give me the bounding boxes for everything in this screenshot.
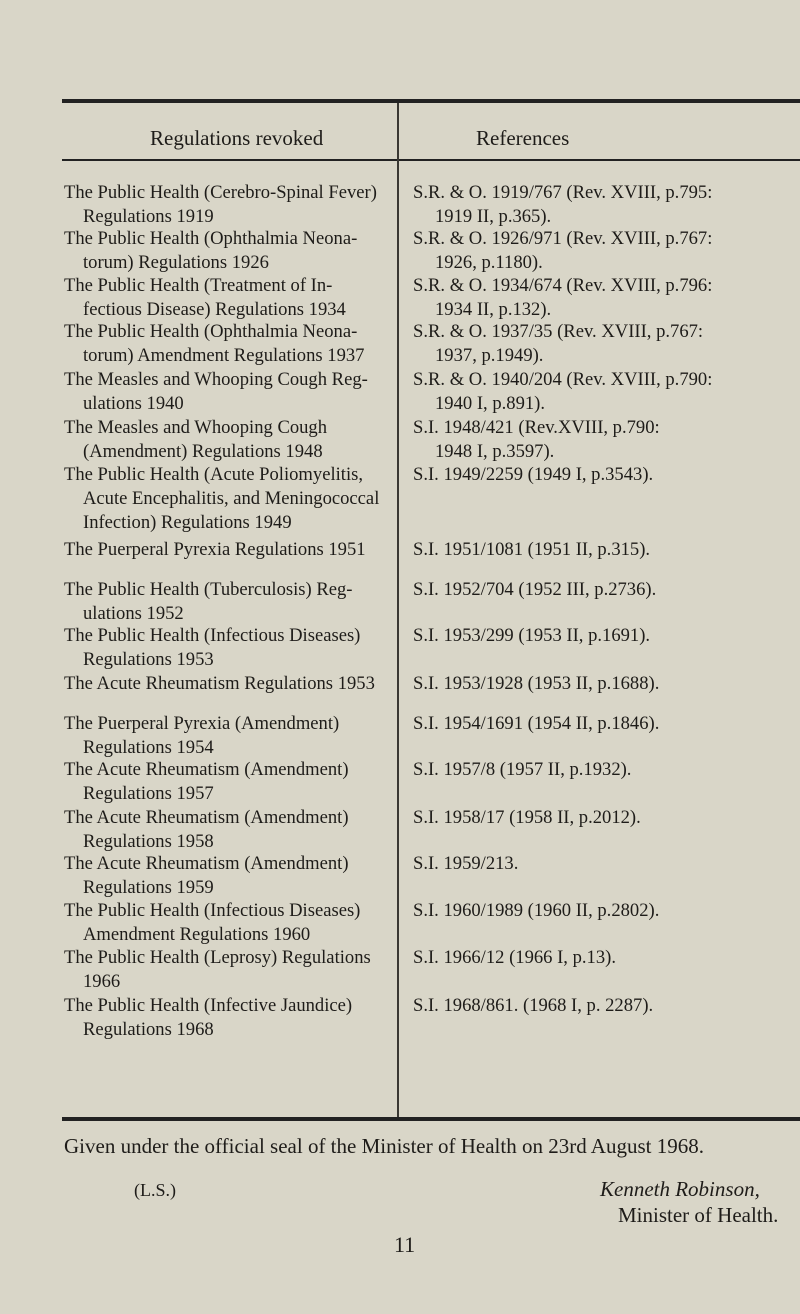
reference-citation bbox=[413, 538, 800, 562]
regulation-title bbox=[64, 463, 382, 535]
reference-line: 1919 II, p.365). bbox=[435, 206, 552, 227]
bottom-rule bbox=[62, 1117, 800, 1121]
regulation-title-line: Acute Encephalitis, and Meningococcal bbox=[83, 488, 380, 509]
regulation-title-line: The Public Health (Cerebro-Spinal Fever) bbox=[64, 182, 377, 203]
column-divider bbox=[397, 103, 399, 1117]
regulation-title bbox=[64, 368, 382, 416]
regulation-title bbox=[64, 624, 382, 672]
regulation-title bbox=[64, 227, 382, 275]
regulation-title bbox=[64, 946, 382, 994]
reference-citation bbox=[413, 994, 800, 1018]
reference-line: S.I. 1949/2259 (1949 I, p.3543). bbox=[413, 464, 654, 485]
regulation-title-line: fectious Disease) Regulations 1934 bbox=[83, 299, 346, 320]
reference-line: S.I. 1958/17 (1958 II, p.2012). bbox=[413, 807, 641, 828]
reference-citation bbox=[413, 274, 800, 322]
regulation-title-line: torum) Regulations 1926 bbox=[83, 252, 269, 273]
reference-citation bbox=[413, 899, 800, 923]
regulation-title-line: The Puerperal Pyrexia Regulations 1951 bbox=[64, 539, 366, 560]
regulation-title bbox=[64, 416, 382, 464]
reference-line: S.I. 1953/299 (1953 II, p.1691). bbox=[413, 625, 651, 646]
regulation-title-line: The Public Health (Infective Jaundice) bbox=[64, 995, 353, 1016]
regulation-title bbox=[64, 994, 382, 1042]
regulation-title-line: Regulations 1953 bbox=[83, 649, 214, 670]
reference-citation bbox=[413, 624, 800, 648]
reference-line: 1940 I, p.891). bbox=[435, 393, 546, 414]
regulation-title-line: Regulations 1954 bbox=[83, 737, 214, 758]
reference-citation bbox=[413, 416, 800, 464]
reference-citation bbox=[413, 946, 800, 970]
seal-mark: (L.S.) bbox=[134, 1180, 176, 1200]
header-regulations-revoked: Regulations revoked bbox=[150, 126, 324, 150]
reference-line: S.R. & O. 1937/35 (Rev. XVIII, p.767: bbox=[413, 321, 704, 342]
regulation-title-line: The Acute Rheumatism (Amendment) bbox=[64, 807, 349, 828]
reference-line: S.R. & O. 1919/767 (Rev. XVIII, p.795: bbox=[413, 182, 713, 203]
regulation-title bbox=[64, 578, 382, 626]
regulation-title-line: The Public Health (Treatment of In- bbox=[64, 275, 333, 296]
regulation-title bbox=[64, 538, 382, 562]
regulation-title-line: The Acute Rheumatism Regulations 1953 bbox=[64, 673, 375, 694]
regulation-title bbox=[64, 899, 382, 947]
regulation-title-line: The Measles and Whooping Cough Reg- bbox=[64, 369, 368, 390]
reference-citation bbox=[413, 806, 800, 830]
page-number: 11 bbox=[394, 1232, 416, 1257]
reference-line: S.R. & O. 1940/204 (Rev. XVIII, p.790: bbox=[413, 369, 713, 390]
regulation-title-line: ulations 1952 bbox=[83, 603, 184, 624]
regulation-title-line: Regulations 1957 bbox=[83, 783, 214, 804]
reference-line: S.I. 1960/1989 (1960 II, p.2802). bbox=[413, 900, 660, 921]
header-rule bbox=[62, 159, 800, 161]
reference-citation bbox=[413, 852, 800, 876]
regulation-title bbox=[64, 712, 382, 760]
reference-citation bbox=[413, 758, 800, 782]
reference-line: S.I. 1951/1081 (1951 II, p.315). bbox=[413, 539, 651, 560]
reference-citation bbox=[413, 712, 800, 736]
regulation-title-line: Infection) Regulations 1949 bbox=[83, 512, 292, 533]
reference-line: 1937, p.1949). bbox=[435, 345, 544, 366]
reference-line: 1948 I, p.3597). bbox=[435, 441, 555, 462]
regulation-title-line: The Public Health (Infectious Diseases) bbox=[64, 900, 361, 921]
regulation-title-line: The Acute Rheumatism (Amendment) bbox=[64, 853, 349, 874]
regulation-title-line: The Public Health (Ophthalmia Neona- bbox=[64, 321, 358, 342]
reference-citation bbox=[413, 181, 800, 229]
regulation-title bbox=[64, 672, 382, 696]
regulation-title-line: Amendment Regulations 1960 bbox=[83, 924, 311, 945]
regulation-title-line: The Measles and Whooping Cough bbox=[64, 417, 328, 438]
reference-citation bbox=[413, 320, 800, 368]
reference-line: S.I. 1952/704 (1952 III, p.2736). bbox=[413, 579, 657, 600]
reference-line: S.I. 1954/1691 (1954 II, p.1846). bbox=[413, 713, 660, 734]
reference-line: S.I. 1959/213. bbox=[413, 853, 519, 874]
regulation-title bbox=[64, 758, 382, 806]
regulation-title bbox=[64, 852, 382, 900]
regulation-title-line: Regulations 1959 bbox=[83, 877, 214, 898]
regulation-title-line: The Acute Rheumatism (Amendment) bbox=[64, 759, 349, 780]
regulation-title bbox=[64, 274, 382, 322]
top-rule bbox=[62, 99, 800, 103]
reference-line: S.I. 1966/12 (1966 I, p.13). bbox=[413, 947, 616, 968]
regulation-title bbox=[64, 806, 382, 854]
signatory-title: Minister of Health. bbox=[618, 1203, 779, 1227]
reference-line: S.I. 1953/1928 (1953 II, p.1688). bbox=[413, 673, 660, 694]
reference-line: S.I. 1968/861. (1968 I, p. 2287). bbox=[413, 995, 654, 1016]
reference-line: S.R. & O. 1934/674 (Rev. XVIII, p.796: bbox=[413, 275, 713, 296]
reference-citation bbox=[413, 578, 800, 602]
regulation-title-line: Regulations 1968 bbox=[83, 1019, 214, 1040]
reference-line: S.I. 1948/421 (Rev.XVIII, p.790: bbox=[413, 417, 660, 438]
regulation-title-line: 1966 bbox=[83, 971, 121, 992]
regulation-title-line: The Public Health (Leprosy) Regulations bbox=[64, 947, 371, 968]
regulation-title-line: The Puerperal Pyrexia (Amendment) bbox=[64, 713, 340, 734]
reference-line: 1934 II, p.132). bbox=[435, 299, 552, 320]
header-references: References bbox=[476, 126, 570, 150]
given-under-seal-text: Given under the official seal of the Minister of Health on 23rd August 1968. bbox=[64, 1134, 704, 1158]
reference-line: S.R. & O. 1926/971 (Rev. XVIII, p.767: bbox=[413, 228, 713, 249]
reference-line: 1926, p.1180). bbox=[435, 252, 543, 273]
reference-line: S.I. 1957/8 (1957 II, p.1932). bbox=[413, 759, 632, 780]
regulation-title-line: (Amendment) Regulations 1948 bbox=[83, 441, 323, 462]
reference-citation bbox=[413, 368, 800, 416]
signatory-name: Kenneth Robinson, bbox=[600, 1177, 760, 1201]
reference-citation bbox=[413, 463, 800, 487]
regulation-title-line: The Public Health (Tuberculosis) Reg- bbox=[64, 579, 353, 600]
reference-citation bbox=[413, 672, 800, 696]
reference-citation bbox=[413, 227, 800, 275]
regulation-title-line: Regulations 1919 bbox=[83, 206, 214, 227]
regulation-title-line: ulations 1940 bbox=[83, 393, 184, 414]
regulation-title-line: torum) Amendment Regulations 1937 bbox=[83, 345, 365, 366]
regulation-title-line: The Public Health (Infectious Diseases) bbox=[64, 625, 361, 646]
regulation-title bbox=[64, 320, 382, 368]
regulation-title-line: Regulations 1958 bbox=[83, 831, 214, 852]
regulation-title-line: The Public Health (Ophthalmia Neona- bbox=[64, 228, 358, 249]
regulation-title-line: The Public Health (Acute Poliomyelitis, bbox=[64, 464, 363, 485]
regulation-title bbox=[64, 181, 382, 229]
